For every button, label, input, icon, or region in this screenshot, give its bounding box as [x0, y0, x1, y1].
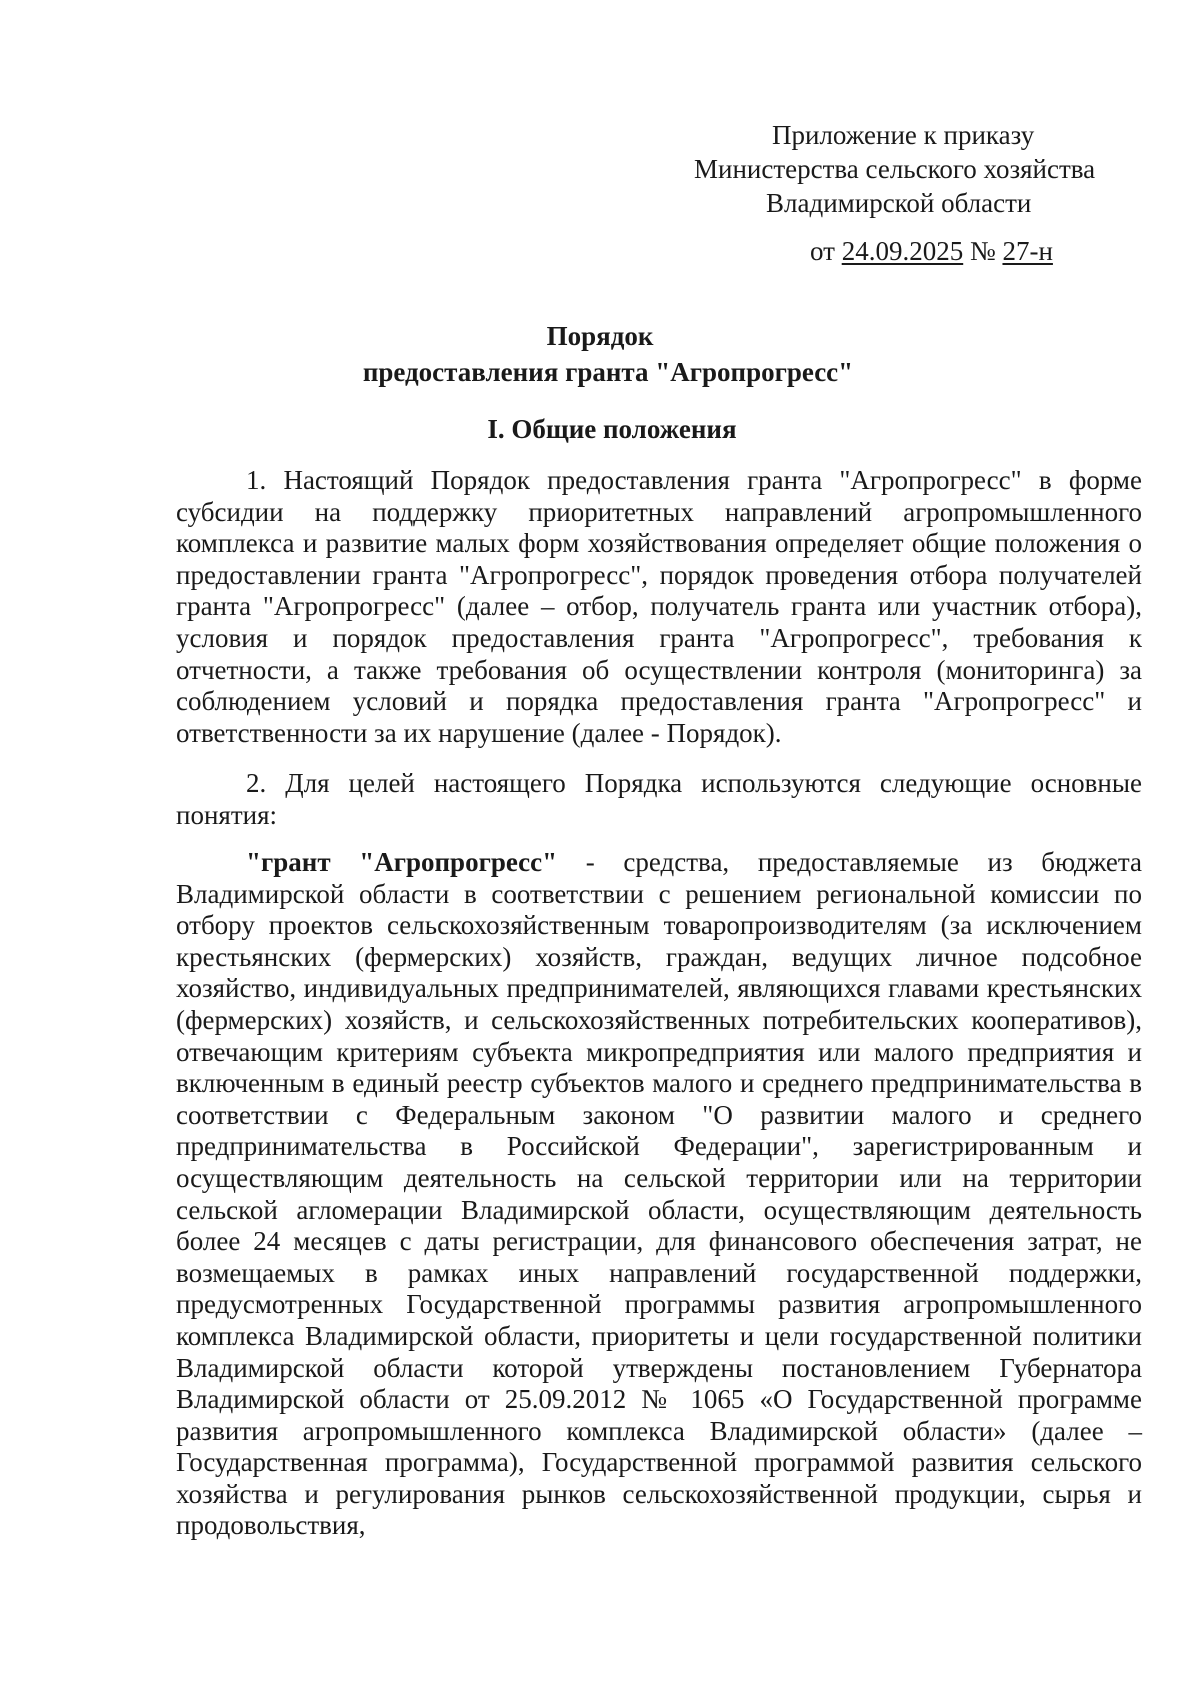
- appendix-line-1: Приложение к приказу: [772, 120, 1035, 150]
- paragraph-2: 2. Для целей настоящего Порядка используются следующие основные понятия:: [176, 768, 1142, 830]
- appendix-line-3: Владимирской области: [766, 188, 1032, 218]
- date-prefix: от: [810, 236, 835, 266]
- number-sign: №: [969, 236, 996, 266]
- paragraph-3: [176, 847, 1142, 1542]
- document-title: Порядок: [546, 321, 654, 351]
- term-definition: - средства, предоставляемые из бюджета Владимирской области в соответствии с решением региональной комиссии по отбору проектов сельскохозяйственным товаропроизводителям (за исключением крестьянских (фермерских) хозяйств, граждан, ведущих личное подсобное хозяйство, индивидуальных предпринимателей, являющихся главами крестьянских (фермерских) хозяйств, и сельскохозяйственных потребительских кооперативов), отвечающим критериям субъекта микропредприятия или малого предприятия и включенным в единый реестр субъектов малого и среднего предпринимательства в соответствии с Федеральным законом "О развитии малого и среднего предпринимательства в Российской Федерации", зарегистрированным и осуществляющим деятельность на сельской территории или на территории сельской агломерации Владимирской области, осуществляющим деятельность более 24 месяцев с даты регистрации, для финансового обеспечения затрат, не возмещаемых в рамках иных направлений государственной поддержки, предусмотренных Государственной программы развития агропромышленного комплекса Владимирской области, приоритеты и цели государственной политики Владимирской области которой утверждены постановлением Губернатора Владимирской области от 25.09.2012 № 1065 «О Государственной программе развития агропромышленного комплекса Владимирской области» (далее – Государственная программа), Государственной программой развития сельского хозяйства и регулирования рынков сельскохозяйственной продукции, сырья и продовольствия,: [176, 847, 1142, 1541]
- appendix-line-2: Министерства сельского хозяйства: [694, 154, 1096, 184]
- order-number: 27-н: [1002, 236, 1053, 266]
- term-grant: "грант "Агропрогресс": [246, 847, 558, 877]
- appendix-header: [680, 118, 1100, 268]
- document-subtitle: предоставления гранта "Агропрогресс": [362, 357, 854, 387]
- appendix-date-line: [680, 234, 1100, 268]
- section-heading: I. Общие положения: [487, 414, 737, 444]
- paragraph-1: 1. Настоящий Порядок предоставления гранта "Агропрогресс" в форме субсидии на поддержку приоритетных направлений агропромышленного комплекса и развитие малых форм хозяйствования определяет общие положения о предоставлении гранта "Агропрогресс", порядок проведения отбора получателей гранта "Агропрогресс" (далее – отбор, получатель гранта или участник отбора), условия и порядок предоставления гранта "Агропрогресс", требования к отчетности, а также требования об осуществлении контроля (мониторинга) за соблюдением условий и порядка предоставления гранта "Агропрогресс" и ответственности за их нарушение (далее - Порядок).: [176, 465, 1142, 748]
- order-date: 24.09.2025: [841, 236, 964, 266]
